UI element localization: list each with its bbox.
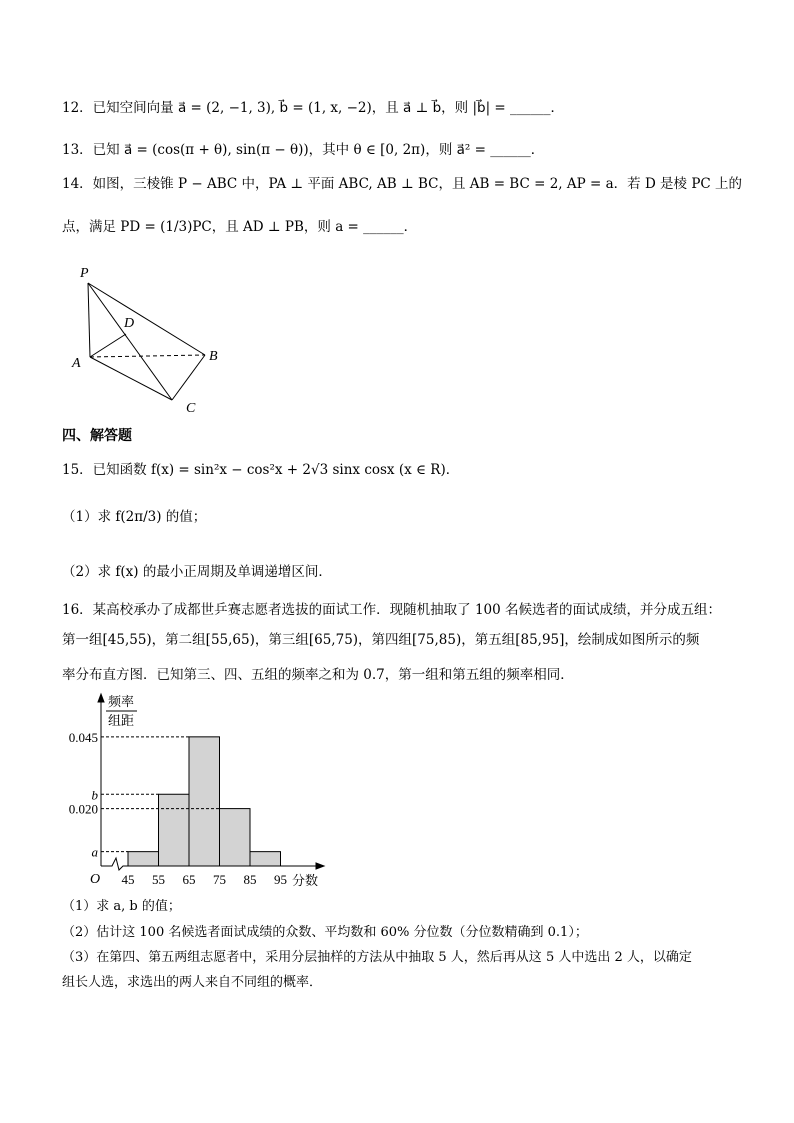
histogram-bar <box>250 852 281 866</box>
label-d: D <box>124 316 135 331</box>
question-12: 12．已知空间向量 a⃗ = (2, −1, 3), b⃗ = (1, x, −2)，且 a⃗ ⊥ b⃗，则 |b⃗| = ______． <box>62 100 565 116</box>
y-tick-label: a <box>91 844 98 860</box>
question-16-line1: 16．某高校承办了成都世乒赛志愿者选拔的面试工作．现随机抽取了 100 名候选者的面试成绩，并分成五组： <box>62 602 722 618</box>
question-15: 15．已知函数 f(x) = sin²x − cos²x + 2√3 sinx cosx (x ∈ R)． <box>62 462 460 478</box>
x-tick-label: 65 <box>182 872 196 887</box>
histogram-bar <box>128 852 159 866</box>
origin-label: O <box>90 872 101 887</box>
y-tick-label: 0.020 <box>68 801 98 817</box>
y-tick-label: b <box>91 787 98 803</box>
question-16-part3-line1: （3）在第四、第五两组志愿者中，采用分层抽样的方法从中抽取 5 人，然后再从这 5 人中选出 2 人，以确定 <box>62 950 692 965</box>
question-16-part2: （2）估计这 100 名候选者面试成绩的众数、平均数和 60% 分位数（分位数精确到 0.1）； <box>62 925 588 940</box>
question-13: 13．已知 a⃗ = (cos(π + θ), sin(π − θ))，其中 θ ∈ [0, 2π)，则 a⃗² = ______． <box>62 142 545 158</box>
x-tick-label: 75 <box>213 872 226 887</box>
x-axis-arrow <box>316 863 324 869</box>
question-15-part1: （1）求 f(2π/3) 的值； <box>62 509 207 525</box>
question-15-part2: （2）求 f(x) 的最小正周期及单调递增区间． <box>62 564 332 580</box>
histogram-bar <box>189 737 220 866</box>
y-axis-arrow <box>98 694 104 702</box>
section-heading: 四、解答题 <box>62 428 132 444</box>
question-16-line3: 率分布直方图．已知第三、四、五组的频率之和为 0.7，第一组和第五组的频率相同． <box>62 667 574 683</box>
y-tick-label: 0.045 <box>68 729 98 745</box>
x-tick-label: 45 <box>121 872 135 887</box>
label-c: C <box>186 401 196 416</box>
frequency-histogram <box>0 0 340 895</box>
histogram-bar <box>159 794 190 866</box>
question-14-line2: 点，满足 PD = (1/3)PC，且 AD ⊥ PB，则 a = ______． <box>62 219 418 235</box>
histogram-bar <box>220 809 251 866</box>
question-14-line1: 14．如图，三棱锥 P − ABC 中，PA ⊥ 平面 ABC, AB ⊥ BC，且 AB = BC = 2, AP = a．若 D 是棱 PC 上的 <box>62 176 743 192</box>
y-label-bottom: 组距 <box>108 713 135 728</box>
x-tick-label: 55 <box>152 872 165 887</box>
x-tick-label: 95 <box>274 872 287 887</box>
x-tick-label: 85 <box>243 872 257 887</box>
label-b: B <box>209 349 218 364</box>
label-p: P <box>80 266 89 281</box>
question-16-part1: （1）求 a, b 的值； <box>62 899 181 914</box>
question-16-line2: 第一组[45,55)，第二组[55,65)，第三组[65,75)，第四组[75,85)，第五组[85,95]，绘制成如图所示的频 <box>62 632 700 648</box>
y-label-top: 频率 <box>108 694 135 709</box>
label-a: A <box>72 356 81 371</box>
x-axis-label: 分数 <box>292 873 319 888</box>
question-16-part3-line2: 组长人选，求选出的两人来自不同组的概率． <box>62 975 323 990</box>
